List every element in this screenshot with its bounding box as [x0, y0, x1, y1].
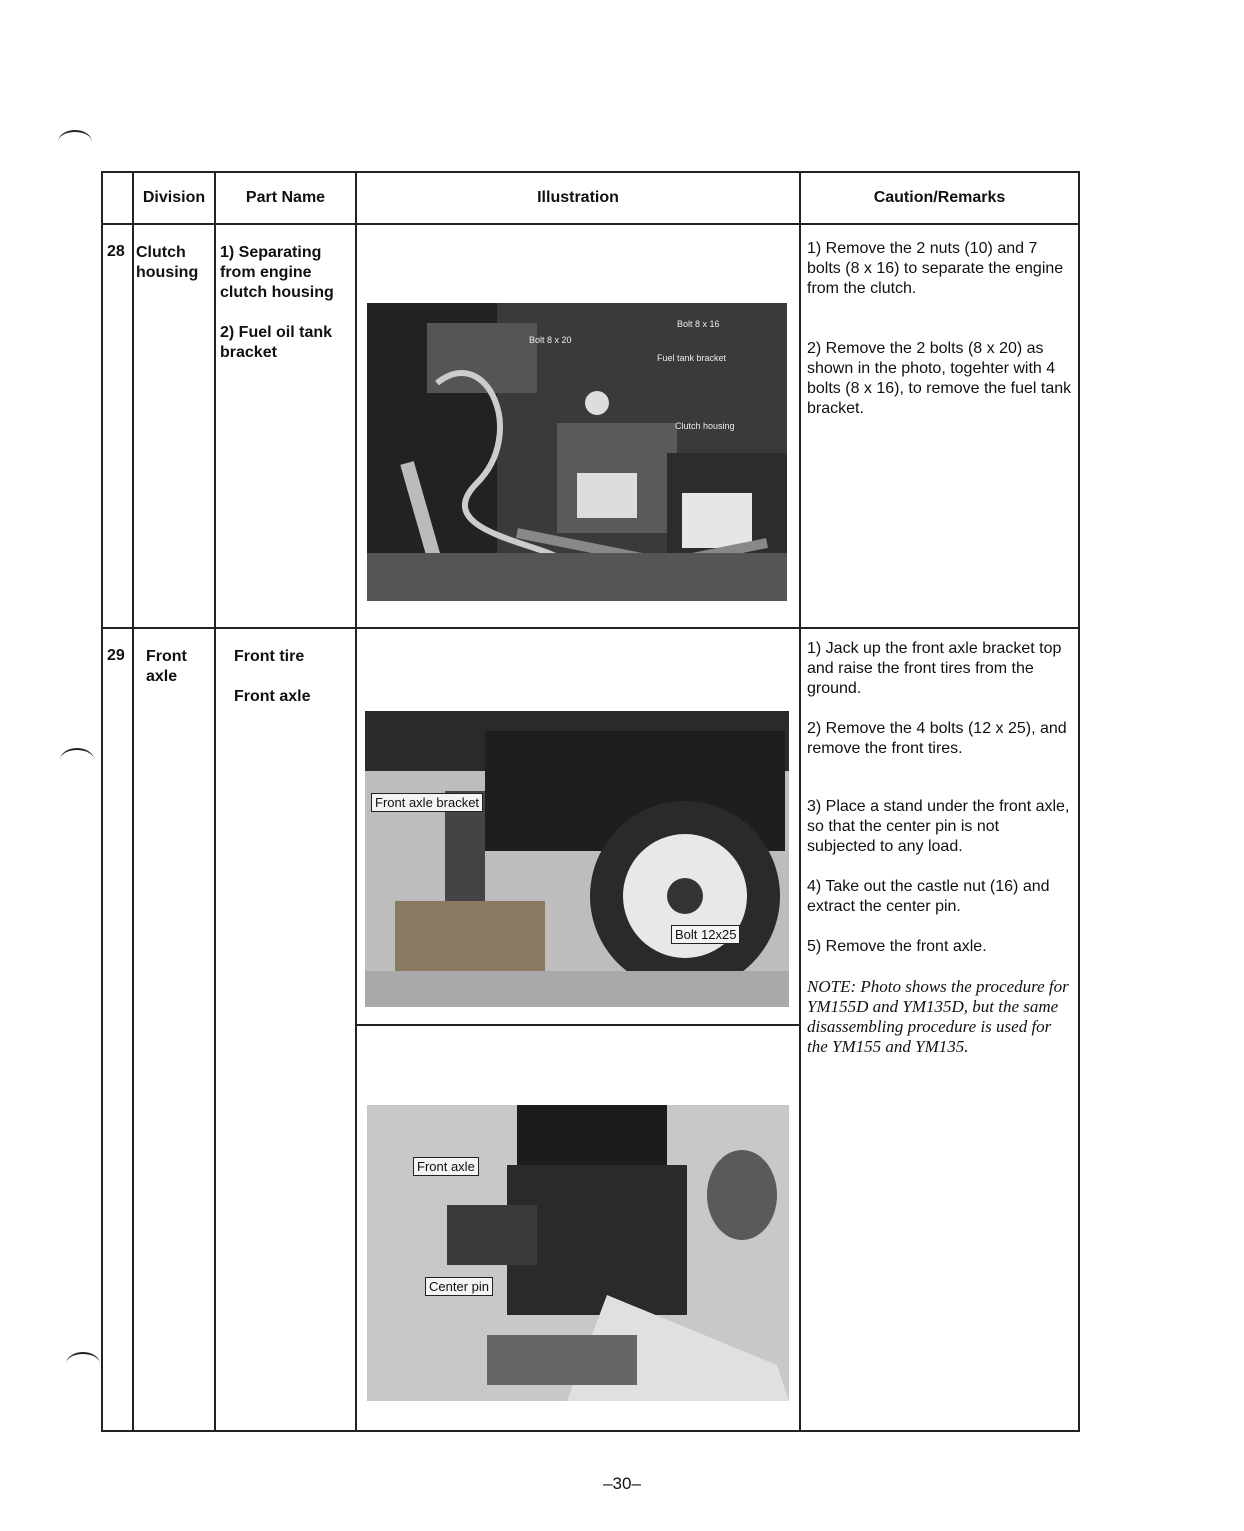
- illustration-divider: [355, 1024, 799, 1026]
- remark-step: 5) Remove the front axle.: [807, 938, 987, 955]
- front-tire-photo: [365, 711, 789, 1007]
- disassembly-table: [101, 171, 1080, 1432]
- remark-step: 3) Place a stand under the front axle, so that the center pin is not subjected to any load.: [807, 798, 1070, 855]
- remark-step: 4) Take out the castle nut (16) and extract the center pin.: [807, 878, 1050, 915]
- part-name-list: [216, 225, 355, 363]
- clutch-housing-photo: [367, 303, 787, 601]
- callout-bolt-8x16: Bolt 8 x 16: [677, 319, 720, 329]
- header-number: [102, 172, 133, 224]
- header-part-name: Part Name: [215, 172, 356, 224]
- part-name: Front tire: [234, 648, 305, 665]
- division-label: Front axle: [146, 648, 187, 685]
- callout-bolt-12x25: Bolt 12x25: [671, 925, 740, 944]
- table-header-row: [102, 172, 1079, 224]
- remarks-list: [801, 629, 1078, 1057]
- division-label: Clutch housing: [136, 244, 199, 281]
- table-row: [102, 628, 1079, 1431]
- callout-bolt-8x20: Bolt 8 x 20: [529, 335, 572, 345]
- callout-clutch-housing: Clutch housing: [675, 421, 735, 431]
- remark-step: 1) Remove the 2 nuts (10) and 7 bolts (8 x 16) to separate the engine from the clutch.: [807, 240, 1064, 297]
- binder-hole-mark: [58, 130, 92, 154]
- illustration-cell: [356, 224, 800, 628]
- binder-hole-mark: [66, 1352, 100, 1376]
- illustration-cell: [356, 628, 800, 1431]
- callout-fuel-tank-bracket: Fuel tank bracket: [657, 353, 727, 363]
- remark-note: NOTE: Photo shows the procedure for YM155D and YM135D, but the same disassembling procedure is used for the YM155 and YM135.: [807, 977, 1069, 1056]
- header-illustration: Illustration: [356, 172, 800, 224]
- header-division: Division: [133, 172, 215, 224]
- callout-center-pin: Center pin: [425, 1277, 493, 1296]
- callout-front-axle-bracket: Front axle bracket: [371, 793, 483, 812]
- part-name: Front axle: [234, 688, 311, 705]
- part-name-list: [216, 629, 355, 707]
- remark-step: 2) Remove the 2 bolts (8 x 20) as shown in the photo, togehter with 4 bolts (8 x 16), to remove the fuel tank bracket.: [807, 340, 1072, 417]
- callout-front-axle: Front axle: [413, 1157, 479, 1176]
- binder-hole-mark: [60, 748, 94, 772]
- part-name: 1) Separating from engine clutch housing: [220, 244, 334, 301]
- row-number: 28: [102, 224, 133, 628]
- remark-step: 1) Jack up the front axle bracket top and raise the front tires from the ground.: [807, 640, 1062, 697]
- row-number: 29: [102, 628, 133, 1431]
- table-row: [102, 224, 1079, 628]
- page-number: –30–: [603, 1474, 641, 1493]
- front-axle-photo: [367, 1105, 789, 1401]
- remarks-list: [801, 225, 1078, 419]
- remark-step: 2) Remove the 4 bolts (12 x 25), and remove the front tires.: [807, 720, 1067, 757]
- header-remarks: Caution/Remarks: [800, 172, 1079, 224]
- part-name: 2) Fuel oil tank bracket: [220, 324, 333, 361]
